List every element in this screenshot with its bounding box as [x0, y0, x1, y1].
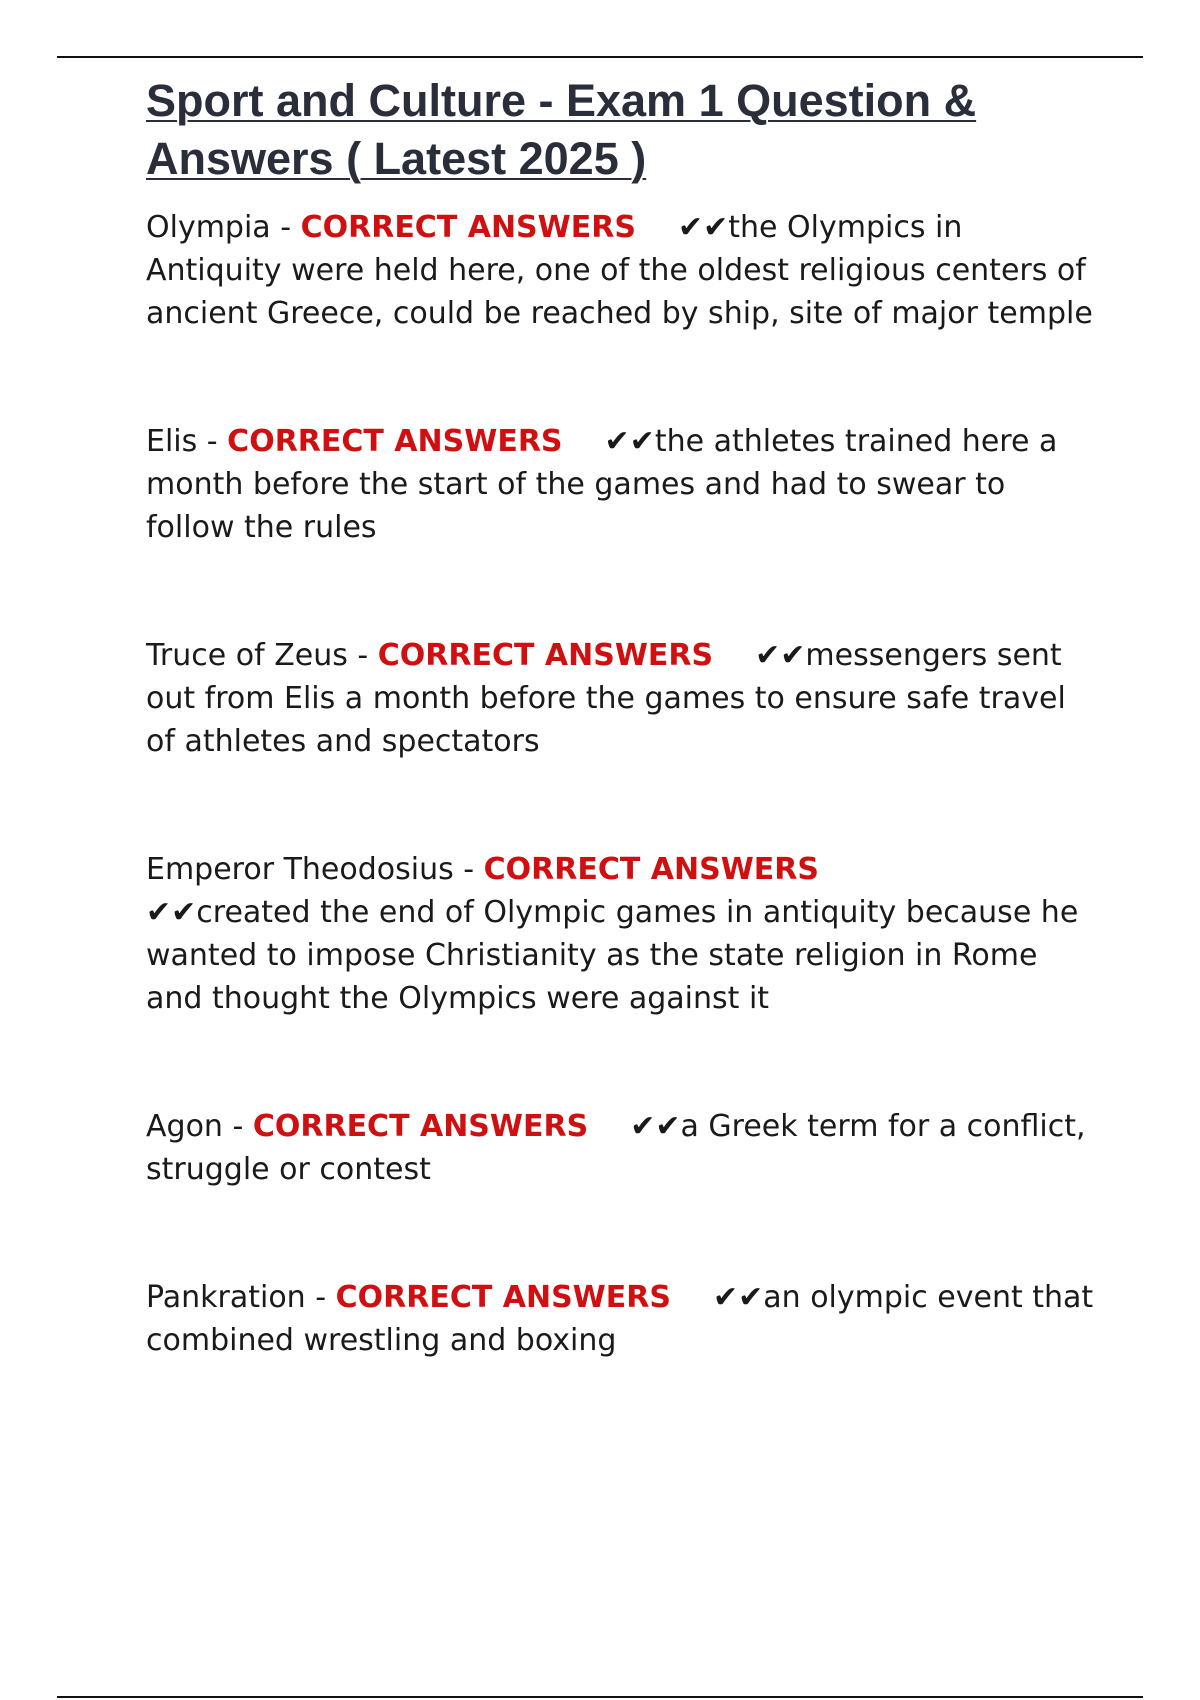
qa-answer: the athletes trained here a month before the start of the games and had to swear to follow the rules [146, 424, 1058, 545]
top-rule [57, 56, 1143, 58]
qa-item-olympia [146, 206, 1096, 335]
check-marks-icon: ✔✔ [677, 210, 729, 245]
qa-answer: a Greek term for a conflict, struggle or contest [146, 1109, 1086, 1187]
check-marks-icon: ✔✔ [630, 1109, 681, 1144]
document-title: Sport and Culture - Exam 1 Question & Answers ( Latest 2025 ) [146, 75, 977, 184]
qa-item-emperor-theodosius [146, 848, 1096, 1020]
check-marks-icon: ✔✔ [755, 638, 806, 673]
qa-term: Pankration [146, 1280, 306, 1315]
qa-term: Elis [146, 424, 198, 459]
qa-separator: - [347, 638, 378, 673]
correct-answers-label: CORRECT ANSWERS [252, 1109, 589, 1144]
check-marks-icon: ✔✔ [712, 1280, 764, 1315]
qa-item-truce-of-zeus [146, 634, 1096, 763]
qa-item-elis [146, 420, 1096, 549]
correct-answers-label: CORRECT ANSWERS [300, 210, 636, 245]
qa-separator: - [305, 1280, 336, 1315]
check-marks-icon: ✔✔ [604, 424, 655, 459]
document-body [146, 72, 1096, 1362]
check-marks-icon: ✔✔ [146, 895, 197, 930]
qa-answer: the Olympics in Antiquity were held here, one of the oldest religious centers of ancient Greece, could be reached by ship, site of major temple [146, 210, 1093, 331]
correct-answers-label: CORRECT ANSWERS [483, 852, 820, 887]
qa-term: Olympia [146, 210, 271, 245]
qa-item-agon [146, 1105, 1096, 1191]
qa-term: Truce of Zeus [146, 638, 348, 673]
qa-term: Agon [146, 1109, 223, 1144]
correct-answers-label: CORRECT ANSWERS [335, 1280, 671, 1315]
qa-answer: an olympic event that combined wrestling and boxing [146, 1280, 1094, 1358]
correct-answers-label: CORRECT ANSWERS [377, 638, 714, 673]
qa-separator: - [453, 852, 484, 887]
qa-answer: messengers sent out from Elis a month before the games to ensure safe travel of athletes and spectators [146, 638, 1066, 759]
qa-separator: - [197, 424, 228, 459]
qa-answer: created the end of Olympic games in antiquity because he wanted to impose Christianity as the state religion in Rome and thought the Olympics were against it [146, 895, 1079, 1016]
correct-answers-label: CORRECT ANSWERS [227, 424, 563, 459]
bottom-rule [57, 1696, 1143, 1698]
qa-item-pankration [146, 1276, 1096, 1362]
qa-separator: - [270, 210, 301, 245]
qa-separator: - [222, 1109, 253, 1144]
qa-term: Emperor Theodosius [146, 852, 454, 887]
